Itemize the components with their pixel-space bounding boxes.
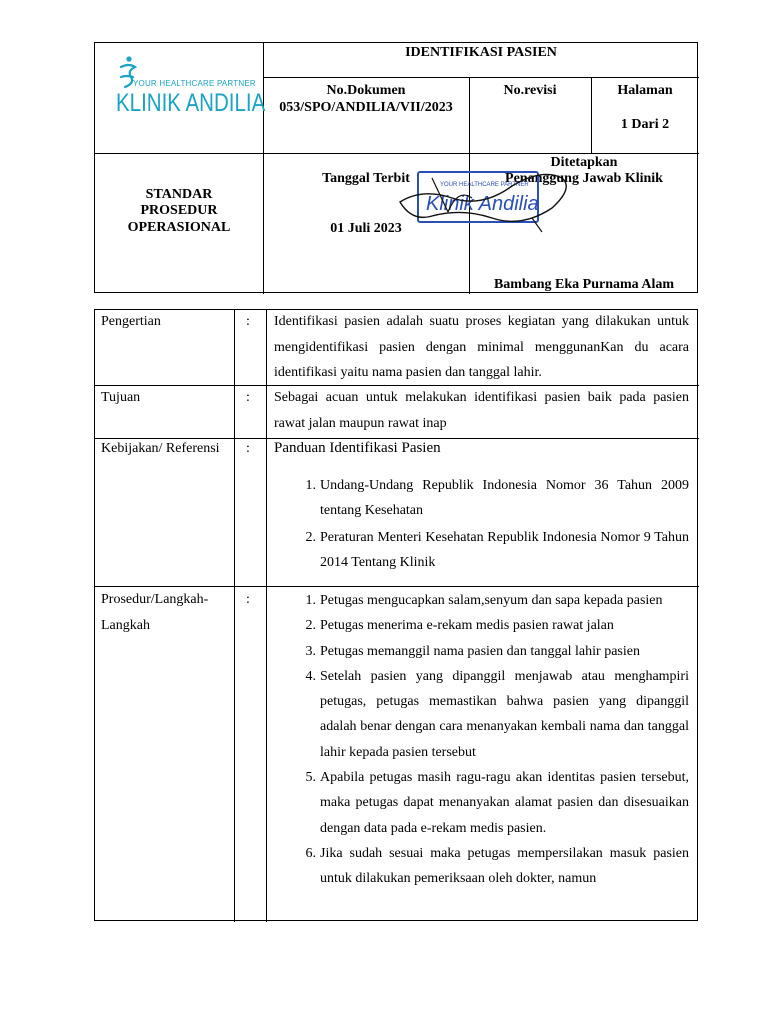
document-title: IDENTIFIKASI PASIEN: [405, 45, 557, 60]
list-item-number: 2.: [305, 529, 316, 545]
doc-number-label: No.Dokumen: [326, 83, 406, 98]
step-number: 6.: [305, 845, 316, 861]
list-item-text: Peraturan Menteri Kesehatan Republik Indonesia Nomor 9 Tahun 2014 Tentang Klinik: [320, 529, 689, 570]
table-divider: [234, 310, 235, 922]
header-divider: [95, 153, 699, 154]
row-colon: :: [246, 314, 250, 329]
procedure-step: [274, 588, 689, 613]
clinic-logo: [113, 55, 266, 123]
procedure-steps-list: [274, 588, 689, 892]
issue-date-label: Tanggal Terbit: [322, 171, 410, 186]
header-divider: [263, 43, 264, 294]
spo-title-line3: OPERASIONAL: [127, 220, 231, 235]
spo-title-line1: STANDAR: [145, 187, 213, 202]
list-item: [274, 525, 689, 576]
step-number: 2.: [305, 618, 316, 634]
list-item: [274, 473, 689, 524]
header-divider: [263, 77, 699, 78]
row-label-prosedur-line2: Langkah: [101, 618, 150, 633]
step-number: 5.: [305, 770, 316, 786]
logo-name: KLINIK ANDILIA: [116, 89, 266, 117]
doc-number-value: 053/SPO/ANDILIA/VII/2023: [279, 100, 453, 115]
revision-label: No.revisi: [503, 83, 557, 98]
step-number: 4.: [305, 668, 316, 684]
step-text: Jika sudah sesuai maka petugas mempersilakan masuk pasien untuk dilakukan pemeriksaan oleh dokter, namun: [320, 845, 689, 887]
list-item-text: Undang-Undang Republik Indonesia Nomor 36 Tahun 2009 tentang Kesehatan: [320, 478, 689, 519]
procedure-step: [274, 639, 689, 664]
procedure-step: [274, 841, 689, 892]
svg-text:Klinik Andilia: Klinik Andilia: [426, 193, 539, 215]
procedure-step: [274, 664, 689, 765]
spo-title-line2: PROSEDUR: [140, 203, 218, 218]
page-value: 1 Dari 2: [620, 117, 670, 132]
step-text: Apabila petugas masih ragu-ragu akan identitas pasien tersebut, maka petugas dapat menanyakan alamat pasien dan disesuaikan dengan data pada e-rekam medis pasien.: [320, 770, 689, 836]
list-item-number: 1.: [305, 478, 316, 493]
row-label-kebijakan: Kebijakan/ Referensi: [101, 441, 220, 456]
row-label-pengertian: Pengertian: [101, 314, 161, 329]
svg-text:YOUR HEALTHCARE PARTNER: YOUR HEALTHCARE PARTNER: [440, 182, 529, 188]
signatory-name: Bambang Eka Purnama Alam: [493, 277, 675, 292]
row-colon: :: [246, 390, 250, 405]
tujuan-text: Sebagai acuan untuk melakukan identifikasi pasien baik pada pasien rawat jalan maupun rawat inap: [274, 390, 689, 431]
step-text: Petugas menerima e-rekam medis pasien rawat jalan: [320, 618, 614, 634]
row-colon: :: [246, 592, 250, 607]
approval-role: Penanggung Jawab Klinik: [505, 171, 663, 186]
row-colon: :: [246, 441, 250, 456]
pengertian-text: Identifikasi pasien adalah suatu proses kegiatan yang dilakukan untuk mengidentifikasi pasien dengan minimal menggunanKan du acara identifikasi yaitu nama pasien dan tanggal lahir.: [274, 314, 689, 380]
issue-date-value: 01 Juli 2023: [330, 221, 402, 236]
step-text: Petugas mengucapkan salam,senyum dan sapa kepada pasien: [320, 593, 663, 608]
row-label-prosedur-line1: Prosedur/Langkah-: [101, 592, 209, 607]
procedure-step: [274, 765, 689, 841]
approval-label: Ditetapkan: [550, 155, 618, 170]
page-label: Halaman: [617, 83, 673, 98]
step-number: 1.: [305, 593, 316, 608]
row-label-tujuan: Tujuan: [101, 390, 141, 405]
procedure-step: [274, 613, 689, 638]
kebijakan-heading: Panduan Identifikasi Pasien: [274, 440, 441, 456]
step-text: Petugas memanggil nama pasien dan tanggal lahir pasien: [320, 643, 640, 659]
clinic-stamp-signature: [392, 168, 582, 234]
step-number: 3.: [305, 643, 316, 659]
logo-tagline: YOUR HEALTHCARE PARTNER: [133, 79, 256, 88]
procedure-table: [94, 309, 698, 921]
step-text: Setelah pasien yang dipanggil menjawab atau menghampiri petugas, petugas memastikan bahwa pasien yang dipanggil adalah benar dengan cara menanyakan kembali nama dan tanggal lahir kepada pasien tersebut: [320, 668, 689, 760]
kebijakan-reference-list: [274, 473, 689, 575]
table-divider: [266, 310, 267, 922]
